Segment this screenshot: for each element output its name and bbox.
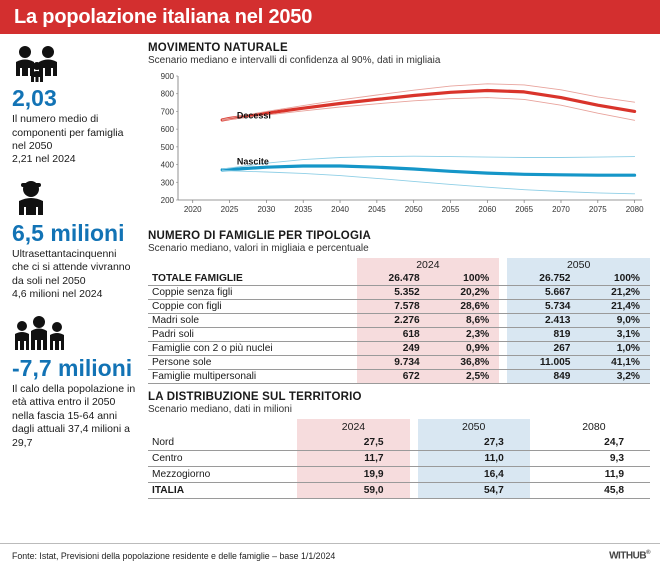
stat-subnote: 4,6 milioni nel 2024 — [12, 288, 103, 301]
territory-table-body — [148, 435, 650, 499]
row-value-2050: 819 — [507, 328, 580, 342]
key-stats-column — [12, 42, 144, 542]
row-value-2050: 5.734 — [507, 300, 580, 314]
row-label: Mezzogiorno — [148, 467, 297, 483]
x-tick-label: 2045 — [367, 205, 386, 214]
withub-logo — [609, 550, 650, 561]
source-note: Fonte: Istat, Previsioni della popolazione residente e delle famiglie – base 1/1/2024 — [12, 550, 336, 561]
row-spacer — [499, 328, 507, 342]
series-annotation: Nascite — [236, 156, 269, 167]
row-value-2050: 27,3 — [418, 435, 530, 451]
withub-logo-text: WITHUB — [609, 550, 647, 562]
y-tick-label: 600 — [160, 125, 174, 135]
y-tick-label: 300 — [160, 178, 174, 188]
stat-description: Il calo della popolazione in età attiva entro il 2050 nella fascia 15-64 anni — [12, 382, 136, 422]
stat-block-families — [12, 42, 136, 167]
row-label: TOTALE FAMIGLIE — [148, 272, 357, 286]
row-percent-2024: 20,2% — [430, 286, 500, 300]
section-subtitle-movimento: Scenario mediano e intervalli di confidenza al 90%, dati in migliaia — [148, 55, 441, 66]
row-label: Famiglie con 2 o più nuclei — [148, 342, 357, 356]
stat-subnote: 2,21 nel 2024 — [12, 153, 76, 166]
people-group-icon — [12, 312, 136, 354]
row-label: Madri sole — [148, 314, 357, 328]
row-value-2080: 45,8 — [538, 483, 650, 499]
x-tick-label: 2055 — [441, 205, 460, 214]
page-body — [0, 34, 660, 542]
stat-value: -7,7 milioni — [12, 354, 133, 381]
families-spacer-col — [499, 258, 507, 272]
row-spacer — [499, 370, 507, 384]
stat-subnote: dagli attuali 37,4 milioni a 29,7 — [12, 423, 130, 449]
page-header — [0, 0, 660, 34]
stat-block-working-age — [12, 312, 136, 450]
row-percent-2050: 100% — [580, 272, 650, 286]
row-value-2024: 11,7 — [297, 451, 409, 467]
table-row — [148, 370, 650, 384]
row-percent-2024: 28,6% — [430, 300, 500, 314]
row-spacer-2 — [530, 483, 538, 499]
row-spacer — [499, 286, 507, 300]
table-row — [148, 435, 650, 451]
families-table-header-row — [148, 258, 650, 272]
y-tick-label: 400 — [160, 160, 174, 170]
x-tick-label: 2035 — [294, 205, 313, 214]
row-spacer-1 — [410, 435, 418, 451]
row-percent-2024: 2,5% — [430, 370, 500, 384]
table-row — [148, 483, 650, 499]
section-title-famiglie: NUMERO DI FAMIGLIE PER TIPOLOGIA — [148, 230, 371, 242]
x-tick-label: 2050 — [404, 205, 423, 214]
row-value-2050: 2.413 — [507, 314, 580, 328]
x-tick-label: 2060 — [478, 205, 497, 214]
row-spacer-2 — [530, 435, 538, 451]
section-subtitle-territorio: Scenario mediano, dati in milioni — [148, 404, 292, 415]
stat-description: Il numero medio di componenti per famiglia nel 2050 — [12, 113, 124, 153]
section-subtitle-famiglie: Scenario mediano, valori in migliaia e percentuale — [148, 243, 369, 254]
family-icon — [12, 42, 136, 84]
row-spacer — [499, 300, 507, 314]
elderly-person-icon — [12, 177, 136, 219]
table-row — [148, 356, 650, 370]
row-value-2050: 267 — [507, 342, 580, 356]
row-value-2024: 19,9 — [297, 467, 409, 483]
families-table-body — [148, 272, 650, 384]
row-value-2050: 11,0 — [418, 451, 530, 467]
stat-block-elderly — [12, 177, 136, 302]
page-title: La popolazione italiana nel 2050 — [14, 5, 313, 28]
page-footer — [0, 543, 660, 567]
x-tick-label: 2020 — [183, 205, 202, 214]
y-tick-label: 700 — [160, 107, 174, 117]
natural-movement-chart — [148, 70, 650, 220]
row-spacer-1 — [410, 483, 418, 499]
row-spacer-2 — [530, 451, 538, 467]
row-percent-2050: 1,0% — [580, 342, 650, 356]
section-title-territorio: LA DISTRIBUZIONE SUL TERRITORIO — [148, 391, 362, 403]
table-row — [148, 286, 650, 300]
row-label: Famiglie multipersonali — [148, 370, 357, 384]
row-label: Padri soli — [148, 328, 357, 342]
families-label-col-head — [148, 258, 357, 272]
row-spacer — [499, 314, 507, 328]
y-tick-label: 200 — [160, 196, 174, 205]
series-annotation: Decessi — [236, 110, 271, 121]
territory-year-2050-head: 2050 — [418, 419, 530, 435]
table-row — [148, 342, 650, 356]
row-value-2024: 2.276 — [357, 314, 430, 328]
section-title-movimento: MOVIMENTO NATURALE — [148, 42, 288, 54]
row-percent-2024: 36,8% — [430, 356, 500, 370]
row-percent-2050: 9,0% — [580, 314, 650, 328]
row-spacer — [499, 272, 507, 286]
row-percent-2024: 100% — [430, 272, 500, 286]
row-value-2024: 7.578 — [357, 300, 430, 314]
y-tick-label: 800 — [160, 89, 174, 99]
row-percent-2024: 8,6% — [430, 314, 500, 328]
charts-and-tables-column — [144, 42, 650, 542]
territory-spacer-col-2 — [530, 419, 538, 435]
territory-spacer-col-1 — [410, 419, 418, 435]
row-spacer — [499, 356, 507, 370]
x-tick-label: 2065 — [515, 205, 534, 214]
row-percent-2050: 21,4% — [580, 300, 650, 314]
row-value-2050: 54,7 — [418, 483, 530, 499]
table-row — [148, 451, 650, 467]
row-label: Nord — [148, 435, 297, 451]
row-percent-2024: 2,3% — [430, 328, 500, 342]
row-value-2024: 618 — [357, 328, 430, 342]
row-spacer-1 — [410, 467, 418, 483]
families-year-2024-head: 2024 — [357, 258, 500, 272]
territory-year-2024-head: 2024 — [297, 419, 409, 435]
row-value-2050: 849 — [507, 370, 580, 384]
x-tick-label: 2025 — [220, 205, 239, 214]
row-value-2050: 26.752 — [507, 272, 580, 286]
row-percent-2050: 3,1% — [580, 328, 650, 342]
row-value-2050: 16,4 — [418, 467, 530, 483]
chart-svg — [148, 70, 648, 218]
series-line — [222, 166, 634, 175]
families-year-2050-head: 2050 — [507, 258, 650, 272]
row-value-2050: 5.667 — [507, 286, 580, 300]
row-label: Coppie con figli — [148, 300, 357, 314]
row-percent-2050: 41,1% — [580, 356, 650, 370]
row-value-2050: 11.005 — [507, 356, 580, 370]
row-spacer — [499, 342, 507, 356]
row-value-2024: 27,5 — [297, 435, 409, 451]
y-tick-label: 900 — [160, 72, 174, 81]
row-value-2024: 59,0 — [297, 483, 409, 499]
row-value-2024: 5.352 — [357, 286, 430, 300]
table-row — [148, 272, 650, 286]
table-row — [148, 467, 650, 483]
row-value-2024: 249 — [357, 342, 430, 356]
row-percent-2050: 3,2% — [580, 370, 650, 384]
x-tick-label: 2070 — [552, 205, 570, 214]
row-label: Persone sole — [148, 356, 357, 370]
withub-logo-sup: ® — [646, 549, 650, 556]
stat-value: 6,5 milioni — [12, 219, 125, 246]
x-tick-label: 2080 — [625, 205, 644, 214]
row-label: ITALIA — [148, 483, 297, 499]
table-row — [148, 328, 650, 342]
table-row — [148, 300, 650, 314]
row-value-2080: 11,9 — [538, 467, 650, 483]
x-tick-label: 2040 — [331, 205, 349, 214]
table-row — [148, 314, 650, 328]
row-value-2024: 26.478 — [357, 272, 430, 286]
row-spacer-1 — [410, 451, 418, 467]
row-percent-2050: 21,2% — [580, 286, 650, 300]
stat-value: 2,03 — [12, 85, 57, 111]
x-tick-label: 2030 — [257, 205, 276, 214]
row-value-2024: 672 — [357, 370, 430, 384]
territory-table-header-row — [148, 419, 650, 435]
y-tick-label: 500 — [160, 142, 174, 152]
row-value-2080: 24,7 — [538, 435, 650, 451]
row-value-2080: 9,3 — [538, 451, 650, 467]
row-label: Coppie senza figli — [148, 286, 357, 300]
row-label: Centro — [148, 451, 297, 467]
territory-distribution-table — [148, 419, 650, 499]
families-table-head — [148, 258, 650, 272]
territory-year-2080-head: 2080 — [538, 419, 650, 435]
territory-table-head — [148, 419, 650, 435]
x-tick-label: 2075 — [588, 205, 607, 214]
stat-description: Ultrasettantacinquenni che ci si attende vivranno da soli nel 2050 — [12, 248, 131, 287]
families-by-type-table — [148, 258, 650, 384]
row-value-2024: 9.734 — [357, 356, 430, 370]
territory-label-col-head — [148, 419, 297, 435]
row-spacer-2 — [530, 467, 538, 483]
row-percent-2024: 0,9% — [430, 342, 500, 356]
series-line — [222, 91, 634, 120]
